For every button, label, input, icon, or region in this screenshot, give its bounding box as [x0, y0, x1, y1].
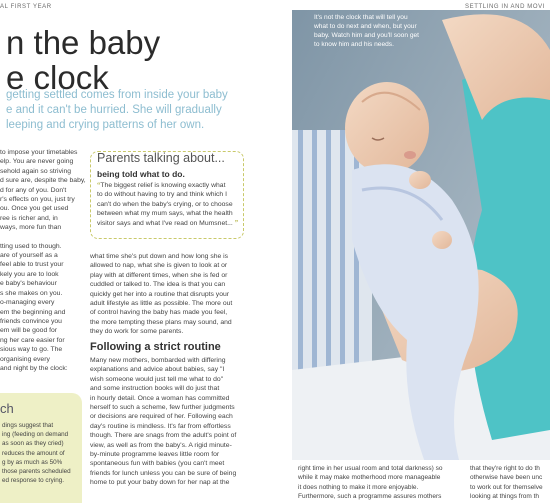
baby-head	[345, 82, 429, 174]
col1-line: sious way to go. The	[0, 346, 63, 354]
col4-line: looking at things from th	[470, 493, 540, 501]
col1-line: e baby's behaviour	[0, 280, 57, 288]
col2-line: cuddled or talked to. The idea is that you can	[90, 281, 226, 289]
col2-line: in hourly detail. Once a woman has committed	[90, 394, 230, 402]
page-title-line1: n the baby	[6, 24, 161, 61]
column-1-text	[0, 148, 86, 373]
col2-line: adult lifestyle as little as possible. The more out	[90, 300, 233, 308]
col2-line: the more tempting these plans may sound, and	[90, 318, 232, 326]
col3-line: it does nothing to make it more enjoyable.	[298, 483, 419, 491]
quote-box-title: Parents talking about...	[97, 151, 225, 165]
column-3-text	[298, 464, 443, 502]
col2-line: explanations and advice about babies, say "I	[90, 366, 225, 374]
caption-line: baby. Watch him and you'll soon get	[314, 32, 419, 39]
research-line: reduces the amount of	[2, 449, 65, 457]
quote-line: visitor says and what I've read on Mumsnet...	[97, 219, 233, 227]
col1-line: d sure are, despite the baby,	[0, 177, 86, 185]
column-4-text	[470, 464, 550, 502]
col4-line: to work out for themselve	[470, 483, 543, 491]
col2-line: home to put your baby down for her nap at the	[90, 479, 230, 487]
research-line: g by as much as 50%	[2, 458, 63, 466]
column-2-top-text	[90, 252, 232, 337]
research-line: ed response to crying.	[2, 477, 64, 485]
col2-line: spontaneous fun with babies (you can't meet	[90, 460, 225, 468]
col3-line: Furthermore, such a programme assures mothers	[298, 493, 442, 501]
col1-line: d for any of you. Don't	[0, 186, 67, 194]
col2-line: play with at different times, when she is fed or	[90, 271, 228, 279]
col1-line: are of yourself as a	[0, 252, 58, 260]
photo-caption	[314, 13, 419, 49]
parents-talking-box	[90, 151, 244, 239]
col1-line: sehold again so striving	[0, 167, 72, 175]
quote-line: can't do when the baby's crying, or to choose	[97, 200, 233, 208]
research-box-heading: ch	[0, 401, 14, 416]
subheading-strict-routine: Following a strict routine	[90, 341, 221, 353]
col3-line: while it may make motherhood more manageable	[298, 474, 441, 482]
col1-line: s she makes on you.	[0, 289, 63, 297]
photo-illustration	[292, 10, 550, 503]
col2-line: or decisions are required of her. Following each	[90, 413, 233, 421]
col2-line: day's routine is mindless. It's far from effortless	[90, 422, 231, 430]
col1-line: and night by the clock:	[0, 364, 68, 372]
col2-line: by-minute programme leaves little room for	[90, 451, 220, 459]
column-2-bottom-text	[90, 356, 236, 488]
lead-line2: e and it can't be hurried. She will gradually	[6, 104, 222, 116]
col1-line: ng her care easier for	[0, 336, 65, 344]
col1-line: elp. You are never going	[0, 158, 74, 166]
quote-box-text	[97, 181, 238, 228]
col1-line: kely you are to look	[0, 270, 59, 278]
col2-line: of control having the baby has made you feel,	[90, 309, 228, 317]
col1-line	[0, 233, 86, 242]
col2-line: view, as well as from the baby's. A rigid minute-	[90, 441, 232, 449]
col1-line: ways, more fun than	[0, 224, 62, 232]
running-head-left: AL FIRST YEAR	[0, 4, 52, 10]
research-line: dings suggest that	[2, 422, 54, 429]
col2-line: Many new mothers, bombarded with differing	[90, 357, 226, 364]
quote-box-heading: being told what to do.	[97, 169, 185, 179]
col4-line: otherwise have been unc	[470, 474, 543, 482]
running-head-right: SETTLING IN AND MOVI	[465, 4, 546, 10]
research-line: as soon as they cried)	[2, 440, 64, 448]
col1-line: ou. Once you get used	[0, 205, 69, 213]
col2-line: friends for lunch unless you can be sure of being	[90, 469, 237, 477]
research-box	[0, 393, 82, 503]
col1-line: r's effects on you, just try	[0, 196, 75, 204]
col2-line: they do work for some parents.	[90, 328, 184, 336]
quote-line: to do without having to try and think which I	[97, 191, 227, 199]
quote-line: between what my mum says, what the health	[97, 210, 233, 218]
col2-line: what time she's put down and how long she is	[90, 253, 229, 260]
col2-line: herself to such a scheme, few further judgments	[90, 404, 235, 412]
lead-line3: leeping and crying patterns of her own.	[6, 119, 205, 131]
close-quote-icon: ”	[234, 219, 239, 227]
research-line: those parents scheduled	[2, 468, 71, 476]
lead-line1: getting settled comes from inside your baby	[6, 89, 228, 101]
page-title-line2: e clock	[6, 59, 109, 96]
col3-line: right time in her usual room and total darkness) so	[298, 465, 443, 472]
mother-baby-photo	[292, 10, 550, 503]
col4-line: that they're right to do th	[470, 465, 540, 472]
col1-line: tting used to though.	[0, 242, 62, 250]
research-box-text	[2, 421, 71, 485]
col1-line: to impose your timetables	[0, 149, 78, 156]
col1-line: friends convince you	[0, 317, 62, 325]
col1-line: o-managing every	[0, 299, 55, 307]
col1-line: organising every	[0, 355, 50, 363]
col2-line: allowed to nap, what she is given to look at or	[90, 262, 228, 270]
col1-line: em will be good for	[0, 327, 58, 335]
col2-line: and some instruction books will do just that	[90, 385, 220, 393]
caption-line: to know him and his needs.	[314, 41, 394, 48]
col2-line: quickly get her into a routine that disrupts your	[90, 290, 230, 298]
col1-line: feel able to trust your	[0, 261, 64, 269]
baby-hand	[409, 171, 431, 189]
quote-line: The biggest relief is knowing exactly what	[100, 182, 226, 189]
baby-hand	[432, 231, 452, 249]
caption-line: what to do next and when, but your	[314, 23, 417, 30]
col1-line: em the beginning and	[0, 308, 66, 316]
open-quote-icon: “	[97, 182, 101, 189]
caption-line: It's not the clock that will tell you	[314, 14, 408, 21]
col1-line: ree is richer and, in	[0, 214, 58, 222]
research-line: ing (feeding on demand	[2, 431, 69, 439]
col2-line: though. There are snags from the adult's point of	[90, 432, 237, 440]
col2-line: wish someone would just tell me what to do"	[90, 375, 224, 383]
